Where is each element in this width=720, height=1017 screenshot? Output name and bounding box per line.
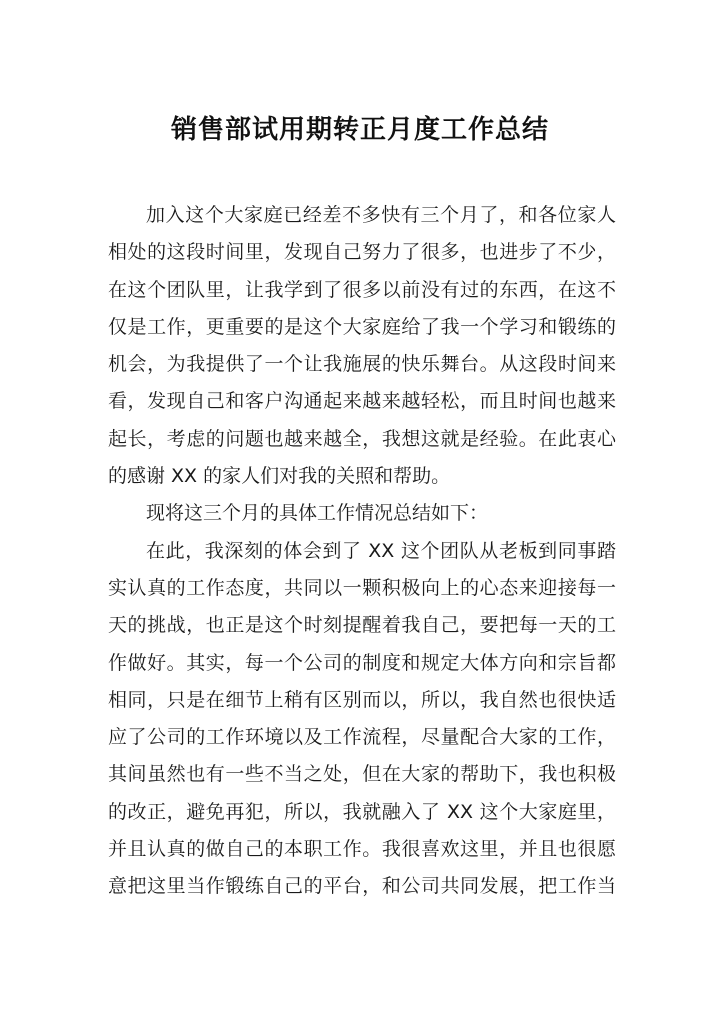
paragraph-line: 加入这个大家庭已经差不多快有三个月了，和各位家人 (146, 204, 616, 226)
paragraph-line: 应了公司的工作环境以及工作流程，尽量配合大家的工作， (108, 726, 616, 749)
paragraph-line: 的感谢 XX 的家人们对我的关照和帮助。 (108, 465, 451, 488)
paragraph-line: 实认真的工作态度，共同以一颗积极向上的心态来迎接每一 (108, 576, 616, 599)
paragraph-line: 天的挑战，也正是这个时刻提醒着我自己，要把每一天的工 (108, 614, 616, 637)
document-body (108, 197, 616, 906)
paragraph-line: 的改正，避免再犯，所以，我就融入了 XX 这个大家庭里， (108, 800, 616, 823)
paragraph-line: 在这个团队里，让我学到了很多以前没有过的东西，在这不 (108, 278, 616, 301)
paragraph-line: 在此，我深刻的体会到了 XX 这个团队从老板到同事踏 (146, 539, 616, 562)
paragraph-line: 相处的这段时间里，发现自己努力了很多，也进步了不少， (108, 241, 616, 264)
paragraph-line: 起长，考虑的问题也越来越全，我想这就是经验。在此衷心 (108, 427, 616, 450)
paragraph-line: 作做好。其实，每一个公司的制度和规定大体方向和宗旨都 (108, 651, 616, 674)
paragraph-line: 并且认真的做自己的本职工作。我很喜欢这里，并且也很愿 (108, 838, 616, 861)
paragraph-line: 机会，为我提供了一个让我施展的快乐舞台。从这段时间来 (108, 353, 616, 376)
paragraph-line: 其间虽然也有一些不当之处，但在大家的帮助下，我也积极 (108, 763, 616, 786)
paragraph-line: 相同，只是在细节上稍有区别而以，所以，我自然也很快适 (108, 688, 616, 711)
paragraph-line: 看，发现自己和客户沟通起来越来越轻松，而且时间也越来 (108, 390, 616, 413)
paragraph-line: 仅是工作，更重要的是这个大家庭给了我一个学习和锻练的 (108, 315, 616, 338)
paragraph-line: 意把这里当作锻练自己的平台，和公司共同发展，把工作当 (108, 875, 616, 898)
document-title: 销售部试用期转正月度工作总结 (170, 115, 549, 145)
paragraph-line: 现将这三个月的具体工作情况总结如下： (146, 502, 489, 525)
